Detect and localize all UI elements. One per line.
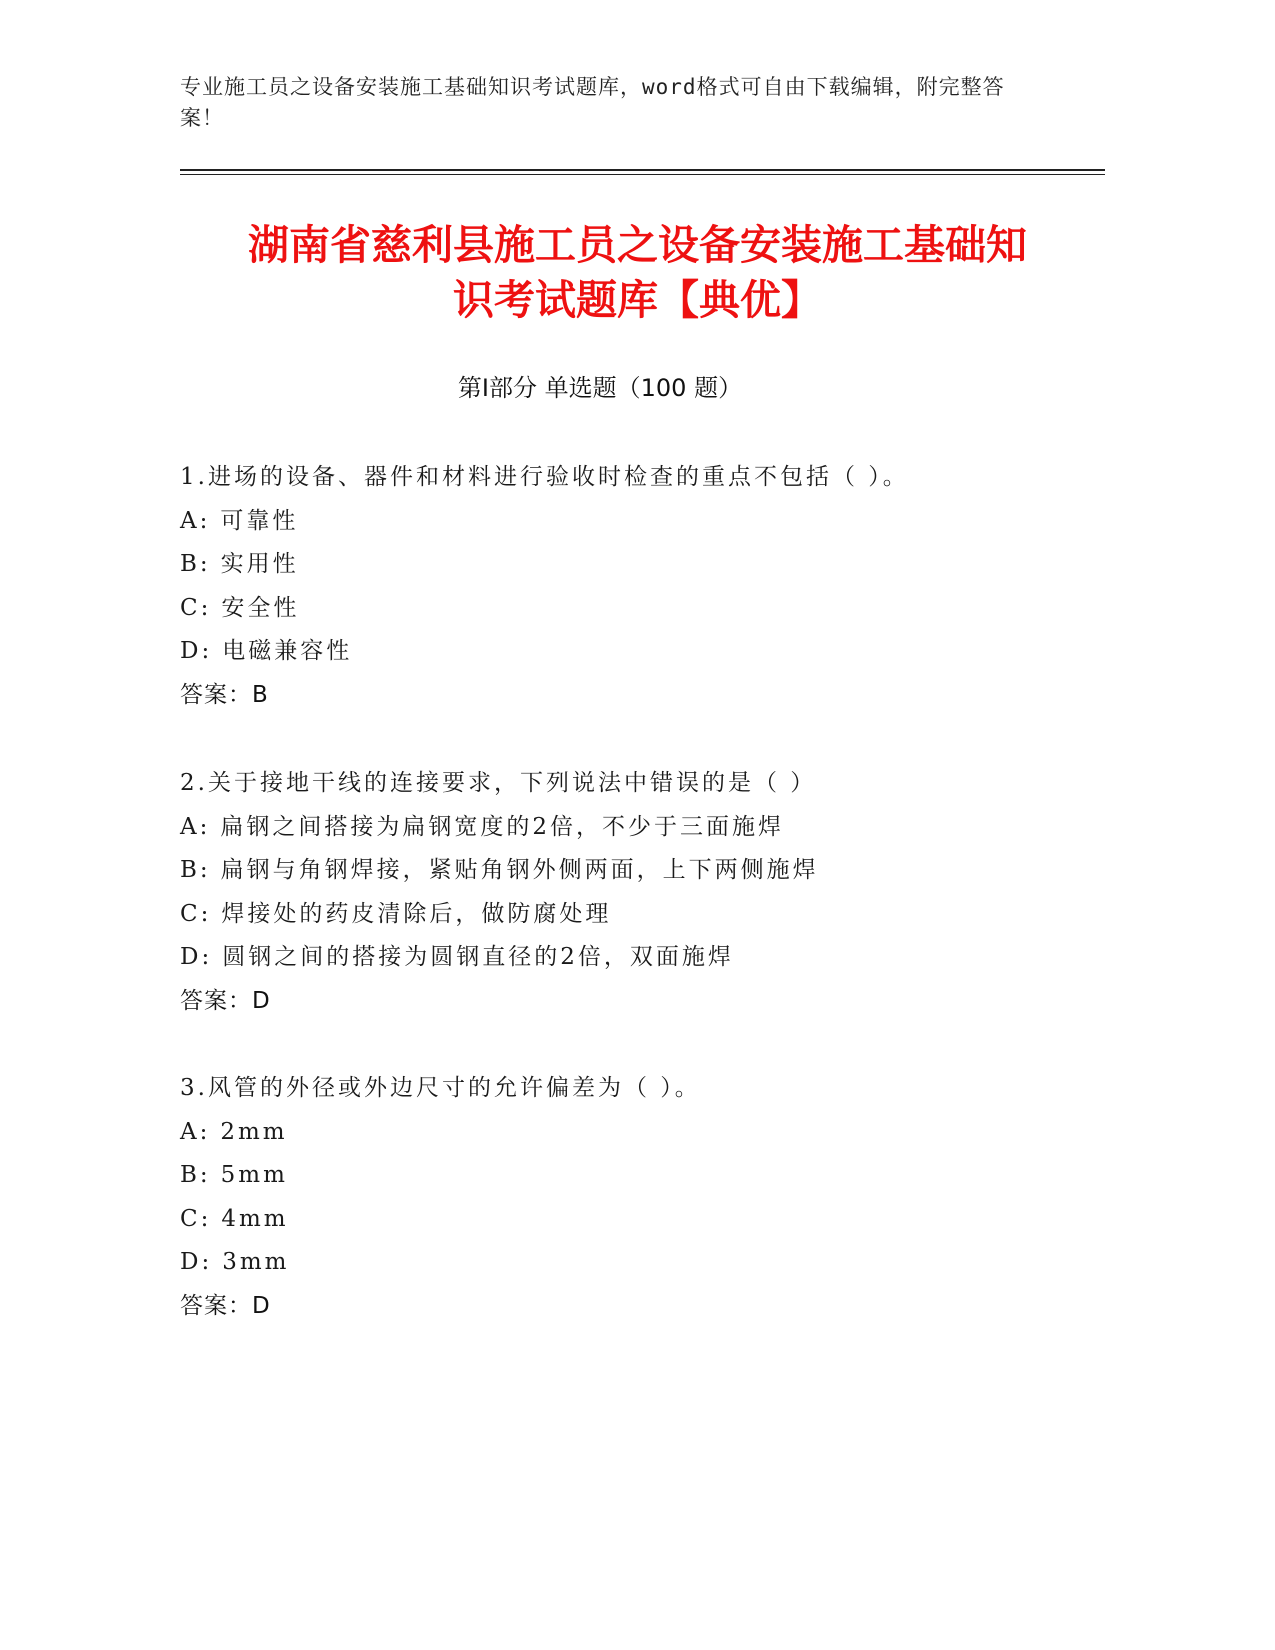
option-letter: B:	[180, 551, 211, 578]
option-text: 扁钢之间搭接为扁钢宽度的2倍，不少于三面施焊	[220, 813, 784, 840]
option-a	[180, 1111, 1120, 1155]
option-d	[180, 936, 1120, 980]
header-note: 专业施工员之设备安装施工基础知识考试题库，word格式可自由下载编辑，附完整答案！	[180, 75, 1005, 130]
option-b	[180, 849, 1120, 893]
option-letter: A:	[180, 507, 211, 534]
option-text: 4mm	[221, 1205, 289, 1232]
question-2	[180, 762, 1120, 1024]
option-letter: D:	[180, 1249, 213, 1276]
section-heading: 第Ⅰ部分 单选题（100 题）	[457, 374, 743, 402]
option-text: 焊接处的药皮清除后，做防腐处理	[221, 900, 612, 927]
answer-label: 答案：B	[180, 681, 269, 708]
option-letter: A:	[180, 1118, 211, 1145]
question-stem: 3.风管的外径或外边尺寸的允许偏差为（ ）。	[180, 1075, 701, 1101]
option-a	[180, 806, 1120, 850]
document-title	[150, 218, 1125, 328]
option-letter: C:	[180, 900, 212, 927]
option-text: 扁钢与角钢焊接，紧贴角钢外侧两面，上下两侧施焊	[220, 857, 819, 884]
option-c	[180, 1198, 1120, 1242]
question-3	[180, 1067, 1120, 1329]
option-text: 2mm	[220, 1118, 288, 1145]
option-text: 3mm	[222, 1249, 290, 1276]
option-c	[180, 893, 1120, 937]
option-b	[180, 1154, 1120, 1198]
option-c	[180, 587, 1120, 631]
option-text: 电磁兼容性	[222, 638, 353, 665]
question-stem: 1.进场的设备、器件和材料进行验收时检查的重点不包括（ ）。	[180, 464, 909, 490]
option-text: 5mm	[220, 1162, 288, 1189]
question-stem: 2.关于接地干线的连接要求，下列说法中错误的是（ ）	[180, 770, 817, 796]
question-1	[180, 456, 1120, 718]
header-divider-thick	[180, 169, 1105, 171]
option-letter: A:	[180, 813, 211, 840]
option-letter: B:	[180, 857, 211, 884]
header-divider-thin	[180, 174, 1105, 175]
document-title-line-2: 识考试题库【典优】	[453, 276, 822, 324]
option-text: 圆钢之间的搭接为圆钢直径的2倍，双面施焊	[222, 944, 734, 971]
option-b	[180, 543, 1120, 587]
option-letter: D:	[180, 638, 213, 665]
answer-label: 答案：D	[180, 987, 271, 1014]
option-a	[180, 500, 1120, 544]
option-d	[180, 1241, 1120, 1285]
option-d	[180, 630, 1120, 674]
option-letter: C:	[180, 1205, 212, 1232]
option-text: 实用性	[220, 551, 299, 578]
option-text: 可靠性	[220, 507, 299, 534]
option-letter: B:	[180, 1162, 211, 1189]
option-text: 安全性	[221, 594, 300, 621]
document-title-line-1: 湖南省慈利县施工员之设备安装施工基础知	[248, 221, 1027, 269]
option-letter: D:	[180, 944, 213, 971]
option-letter: C:	[180, 594, 212, 621]
answer-label: 答案：D	[180, 1292, 271, 1319]
